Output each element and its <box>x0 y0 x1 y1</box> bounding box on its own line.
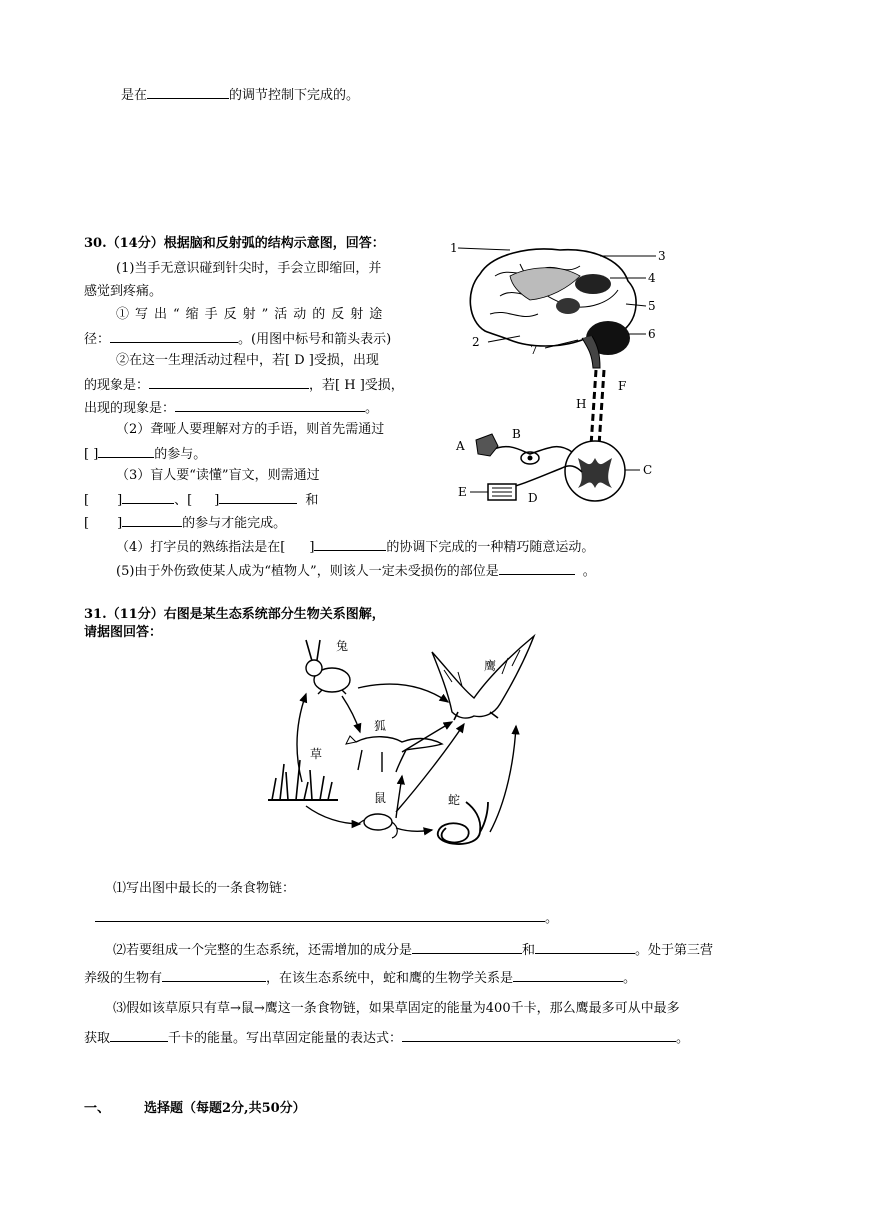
mouse-drawing <box>358 814 397 838</box>
blank <box>95 908 545 922</box>
q30-text: (1)当手无意识碰到针尖时，手会立即缩回，并 <box>116 261 382 276</box>
brain-reflex-arc-figure <box>450 236 670 516</box>
label-3: 3 <box>658 249 666 263</box>
blank <box>314 537 386 551</box>
q31-title: 请据图回答： <box>84 625 163 640</box>
label-7: 7 <box>530 343 538 357</box>
q31-text: 养级的生物有 ，在该生态系统中，蛇和鹰的生物学关系是 。 <box>84 968 636 988</box>
blank <box>147 85 229 99</box>
eagle-drawing <box>432 636 534 720</box>
label-D: D <box>528 491 538 505</box>
label-rabbit: 兔 <box>336 639 349 653</box>
label-grass: 草 <box>310 747 323 761</box>
label-B: B <box>512 427 521 441</box>
q30-text: [ ] 的参与才能完成。 <box>84 513 286 533</box>
label-eagle: 鹰 <box>484 659 497 673</box>
q30-text: 的现象是： ，若[ H ]受损， <box>84 375 404 395</box>
section-number: 一、 <box>84 1101 111 1116</box>
blank <box>122 490 174 504</box>
q31-text: ⑵若要组成一个完整的生态系统，还需增加的成分是 和 。处于第三营 <box>113 940 713 960</box>
label-H: H <box>576 397 587 411</box>
label-E: E <box>458 485 467 499</box>
label-A: A <box>456 439 465 453</box>
q30-text: [ ] 、[ ] 和 <box>84 490 318 510</box>
q31-text: 。 <box>95 908 558 928</box>
blank <box>110 329 238 343</box>
label-C: C <box>643 463 653 477</box>
q30-text: （3）盲人要“读懂”盲文，则需通过 <box>116 468 320 483</box>
q30-text: 径： 。(用图中标号和箭头表示) <box>84 329 391 349</box>
q30-text: [ ] 的参与。 <box>84 444 206 464</box>
q30-text: (5)由于外伤致使某人成为“植物人”，则该人一定未受损伤的部位是 。 <box>116 561 596 581</box>
q31-text: 获取 千卡的能量。写出草固定能量的表达式： 。 <box>84 1028 689 1048</box>
grass-drawing <box>268 760 338 800</box>
label-fox: 狐 <box>374 719 387 733</box>
q31-text: ⑴写出图中最长的一条食物链： <box>113 881 296 896</box>
label-F: F <box>618 379 627 393</box>
label-snake: 蛇 <box>448 793 461 807</box>
q31-text: ⑶假如该草原只有草→鼠→鹰这一条食物链，如果草固定的能量为400千卡，那么鹰最多可从中最多 <box>113 1001 680 1016</box>
section-title: 选择题（每题2分,共50分） <box>144 1101 306 1116</box>
fox-drawing <box>346 736 442 772</box>
blank <box>412 940 522 954</box>
blank <box>110 1028 168 1042</box>
text-line-top: 是在 的调节控制下完成的。 <box>121 85 359 105</box>
q30-title: 30.（14分）根据脑和反射弧的结构示意图，回答： <box>84 236 385 251</box>
label-5: 5 <box>648 299 656 313</box>
q30-text: （4）打字员的熟练指法是在[ ] 的协调下完成的一种精巧随意运动。 <box>116 537 594 557</box>
label-2: 2 <box>472 335 480 349</box>
label-1: 1 <box>450 241 458 255</box>
blank <box>162 968 266 982</box>
label-6: 6 <box>648 327 656 341</box>
q30-text: 感觉到疼痛。 <box>84 284 163 299</box>
blank <box>149 375 309 389</box>
q30-text: 出现的现象是： 。 <box>84 398 378 418</box>
label-mouse: 鼠 <box>374 791 387 805</box>
blank <box>175 398 365 412</box>
blank <box>402 1028 676 1042</box>
q30-text: （2）聋哑人要理解对方的手语，则首先需通过 <box>116 422 385 437</box>
blank <box>513 968 623 982</box>
blank <box>122 513 182 527</box>
q30-text: ②在这一生理活动过程中，若[ D ]受损，出现 <box>116 353 379 368</box>
label-4: 4 <box>648 271 656 285</box>
q31-title: 31.（11分）右图是某生态系统部分生物关系图解， <box>84 607 385 622</box>
food-web-figure <box>262 632 552 854</box>
snake-drawing <box>438 802 488 844</box>
blank <box>499 561 575 575</box>
blank <box>219 490 297 504</box>
blank <box>535 940 635 954</box>
q30-text: ①写出“缩手反射”活动的反射途 <box>116 307 389 322</box>
blank <box>98 444 154 458</box>
